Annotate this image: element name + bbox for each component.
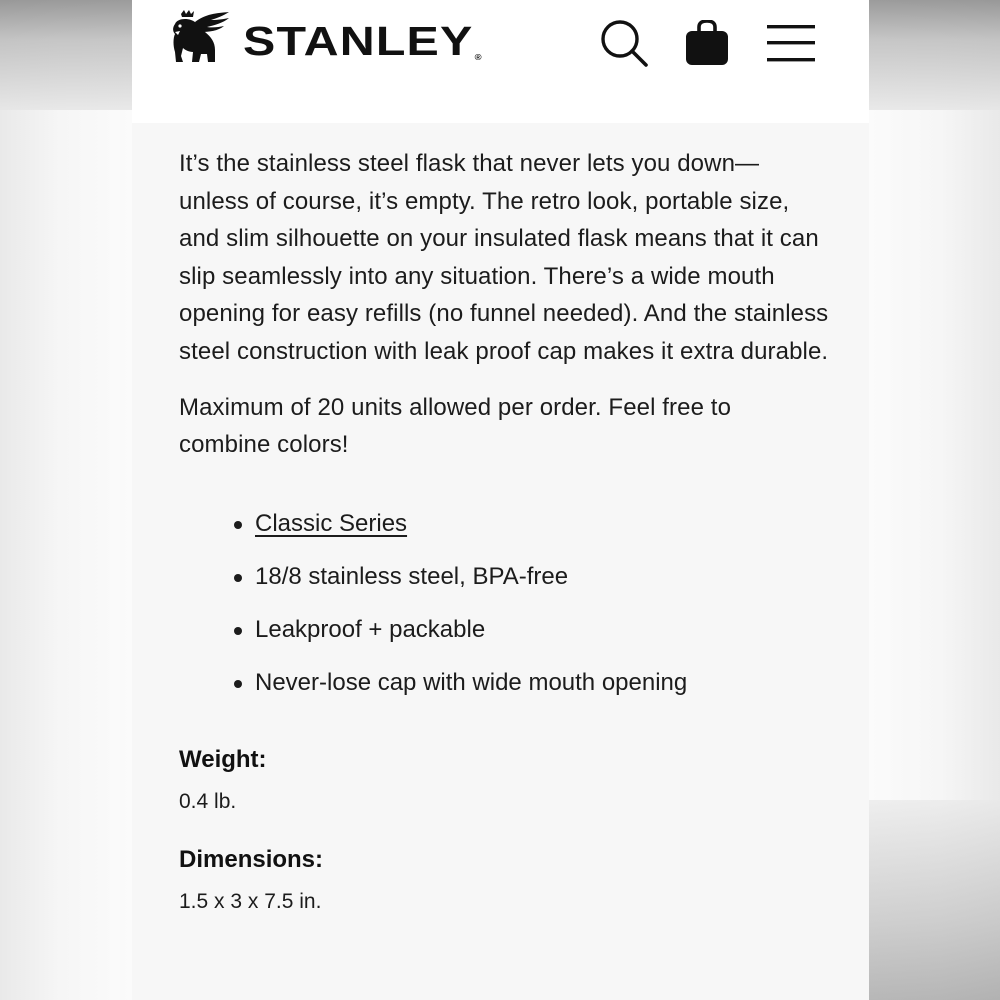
hamburger-menu-icon[interactable]: [767, 21, 815, 65]
weight-spec: [179, 745, 829, 817]
background-blur-top-right: [869, 0, 1000, 110]
background-blur-bottom-right: [869, 800, 1000, 1000]
list-item: Leakproof + packable: [231, 615, 829, 645]
dimensions-value: 1.5 x 3 x 7.5 in.: [179, 889, 322, 913]
site-header: [132, 0, 869, 123]
weight-label: Weight:: [179, 745, 267, 773]
order-limit-note: Maximum of 20 units allowed per order. Feel free to combine colors!: [179, 393, 732, 459]
product-page: [132, 0, 869, 1000]
dimensions-label: Dimensions:: [179, 845, 324, 873]
brand-logo-link[interactable]: [171, 10, 483, 64]
header-actions: [599, 18, 815, 68]
bear-logo-icon: [171, 10, 231, 64]
search-icon[interactable]: [599, 18, 649, 68]
dimensions-spec: [179, 845, 829, 917]
product-description: [132, 123, 869, 917]
list-item: [231, 509, 829, 539]
list-item: Never-lose cap with wide mouth opening: [231, 668, 829, 698]
list-item: 18/8 stainless steel, BPA-free: [231, 562, 829, 592]
classic-series-link[interactable]: Classic Series: [255, 509, 408, 537]
weight-value: 0.4 lb.: [179, 789, 237, 813]
description-paragraph: It’s the stainless steel flask that never lets you down—unless of course, it’s empty. The retro look, portable size, and slim silhouette on your insulated flask means that it can slip seamlessly into any situation. There’s a wide mouth opening for easy refills (no funnel needed). And the stainless steel construction with leak proof cap makes it extra durable.: [179, 150, 829, 365]
background-blur-top-left: [0, 0, 132, 110]
shopping-bag-icon[interactable]: [685, 20, 729, 66]
brand-wordmark: STANLEY®: [243, 17, 483, 64]
feature-list: [231, 509, 829, 698]
